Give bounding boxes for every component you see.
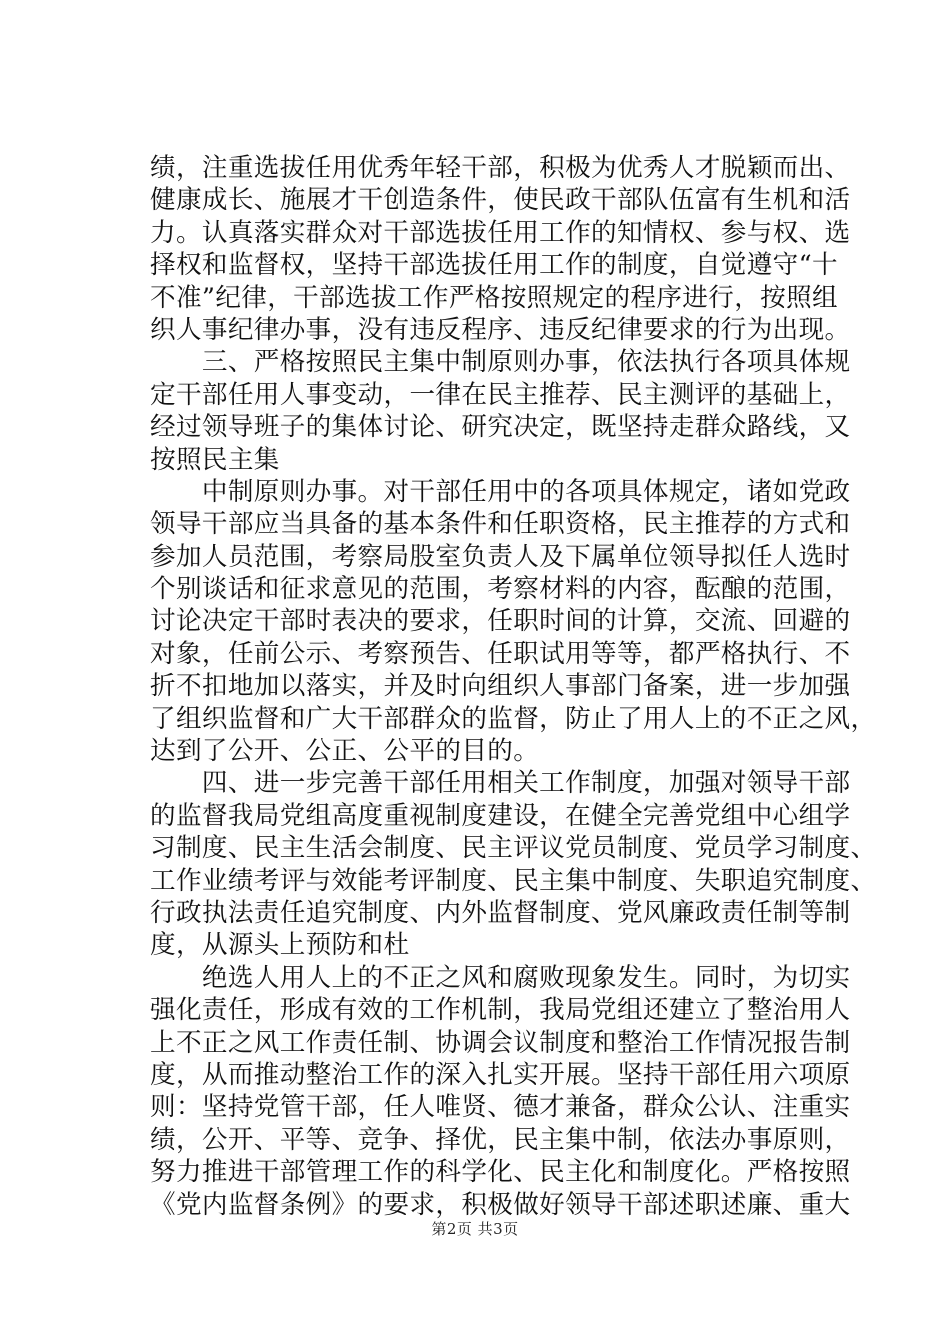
text-line: 按照民主集	[150, 444, 280, 475]
text-line: 参加人员范围，考察局股室负责人及下属单位领导拟任人选时	[150, 541, 851, 572]
text-line: 织人事纪律办事，没有违反程序、违反纪律要求的行为出现。	[150, 314, 851, 345]
text-line: 绩，注重选拔任用优秀年轻干部，积极为优秀人才脱颖而出、	[150, 153, 851, 183]
text-line: 工作业绩考评与效能考评制度、民主集中制度、失职追究制度、	[150, 865, 877, 896]
text-line: 对象，任前公示、考察预告、任职试用等等，都严格执行、不	[150, 638, 851, 669]
text-line: 领导干部应当具备的基本条件和任职资格，民主推荐的方式和	[150, 509, 851, 540]
page-number-footer: 第2页 共3页	[431, 1220, 519, 1238]
text-line: 强化责任，形成有效的工作机制，我局党组还建立了整治用人	[150, 995, 851, 1026]
text-line: 度，从源头上预防和杜	[150, 930, 410, 961]
text-line: 行政执法责任追究制度、内外监督制度、党风廉政责任制等制	[150, 897, 851, 928]
text-line: 则：坚持党管干部，任人唯贤、德才兼备，群众公认、注重实	[150, 1092, 851, 1123]
paragraph-2	[150, 346, 850, 476]
text-line: 上不正之风工作责任制、协调会议制度和整治工作情况报告制	[150, 1027, 851, 1058]
paragraph-4	[150, 767, 877, 961]
text-line: 中制原则办事。对干部任用中的各项具体规定，诸如党政	[150, 476, 851, 507]
text-line: 的监督我局党组高度重视制度建设，在健全完善党组中心组学	[150, 800, 851, 831]
text-line: 达到了公开、公正、公平的目的。	[150, 736, 540, 767]
text-line: 了组织监督和广大干部群众的监督，防止了用人上的不正之风，	[150, 703, 877, 734]
paragraph-3	[150, 476, 877, 768]
text-line: 度，从而推动整治工作的深入扎实开展。坚持干部任用六项原	[150, 1059, 851, 1090]
paragraph-1	[150, 152, 850, 346]
text-line: 绝选人用人上的不正之风和腐败现象发生。同时，为切实	[150, 962, 851, 993]
text-line: 习制度、民主生活会制度、民主评议党员制度、党员学习制度、	[150, 833, 877, 864]
text-line: 三、严格按照民主集中制原则办事，依法执行各项具体规	[150, 347, 851, 378]
text-line: 努力推进干部管理工作的科学化、民主化和制度化。严格按照	[150, 1157, 851, 1188]
text-line: 四、进一步完善干部任用相关工作制度，加强对领导干部	[150, 768, 851, 799]
text-line: 健康成长、施展才干创造条件，使民政干部队伍富有生机和活	[150, 185, 851, 216]
text-line: 不准”纪律，干部选拔工作严格按照规定的程序进行，按照组	[150, 282, 838, 313]
text-line: 折不扣地加以落实，并及时向组织人事部门备案，进一步加强	[150, 671, 851, 702]
text-line: 个别谈话和征求意见的范围，考察材料的内容，酝酿的范围，	[150, 574, 851, 605]
text-line: 讨论决定干部时表决的要求，任职时间的计算，交流、回避的	[150, 606, 851, 637]
text-line: 《党内监督条例》的要求，积极做好领导干部述职述廉、重大	[150, 1189, 851, 1220]
text-line: 择权和监督权，坚持干部选拔任用工作的制度，自觉遵守“十	[150, 250, 838, 281]
paragraph-5	[150, 962, 850, 1221]
text-line: 力。认真落实群众对干部选拔任用工作的知情权、参与权、选	[150, 217, 851, 248]
text-line: 定干部任用人事变动，一律在民主推荐、民主测评的基础上，	[150, 379, 851, 410]
text-line: 经过领导班子的集体讨论、研究决定，既坚持走群众路线，又	[150, 412, 851, 443]
document-body	[150, 152, 877, 1221]
text-line: 绩，公开、平等、竞争、择优，民主集中制，依法办事原则，	[150, 1124, 851, 1155]
